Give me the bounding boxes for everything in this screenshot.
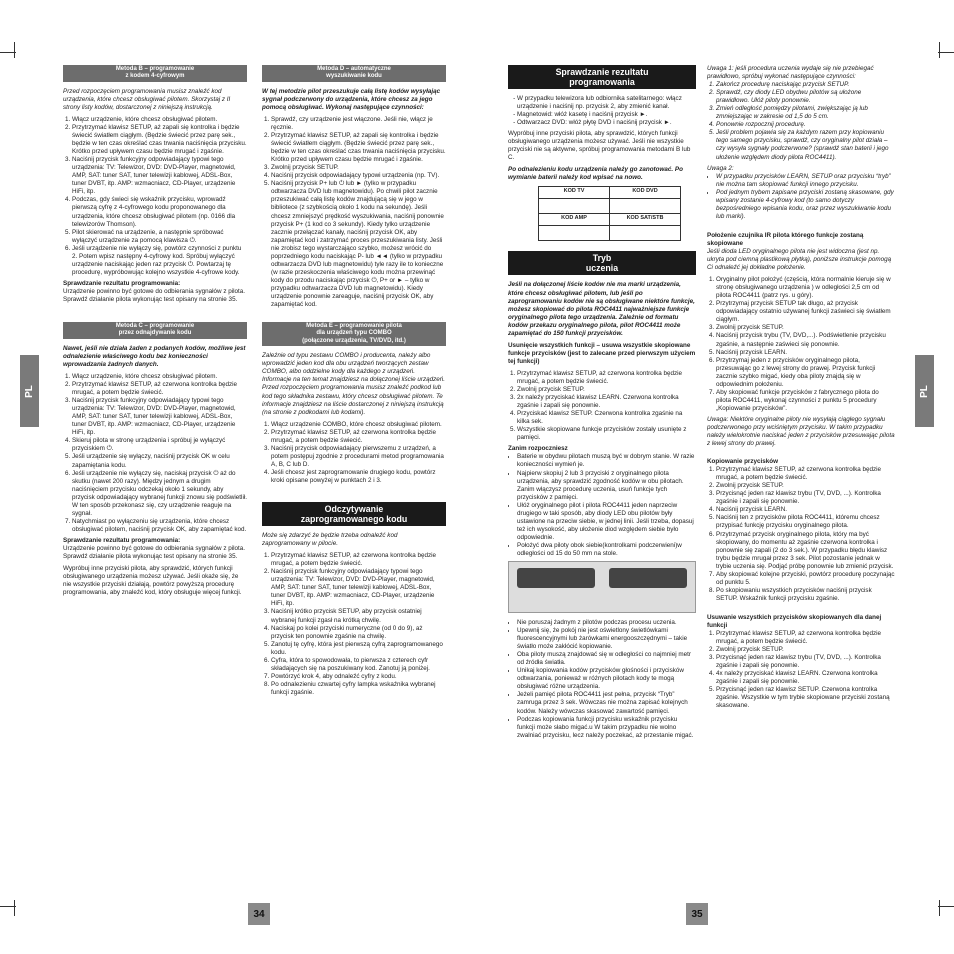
paragraph: Wypróbuj inne przyciski pilota, aby sprawdzić, których funkcji obsługiwanego urządzenia możesz używać. Jeśli okaże się, że nie wszystkie przyciski działają, powtórz powyższą procedurę programowania, aby znaleźć kod, który obsługuje więcej funkcji. xyxy=(63,565,242,597)
subheading: Sprawdzanie rezultatu programowania: xyxy=(63,279,181,287)
list-item: 2. Zwolnij przycisk SETUP. xyxy=(716,482,895,490)
subheading: Sprawdzanie rezultatu programowania: xyxy=(63,536,181,544)
list-item: - Odtwarzacz DVD: włóż płytę DVD i naciśnij przycisk ►. xyxy=(517,119,696,127)
code-tv-label: KOD TV xyxy=(539,187,610,199)
list-item: 2. Zwolnij przycisk SETUP. xyxy=(716,646,895,654)
list-item: 2. Przytrzymać klawisz SETUP, aż zapali się kontrolka i będzie świecić światłem ciągłym. (Będzie świecić przez parę sek., będzie w ten czas określać czas trwania naciśnięcia przycisku. Krótko przed upływem czasu będzie mrugać i zgaśnie. xyxy=(72,124,247,156)
remote-icon xyxy=(517,568,595,588)
before-start-bullets xyxy=(508,453,696,558)
list-item: 2. Sprawdź, czy diody LED obydwu pilotów są ułożone prawidłowo. Ułóż piloty ponownie. xyxy=(716,89,895,105)
list-item: 5. Naciśnij ten z przycisków pilota ROC4411, któremu chcesz przypisać funkcję przycisku oryginalnego pilota. xyxy=(716,514,895,530)
list-item: 4. Naciskaj po kolei przyciski numeryczne (od 0 do 9), aż przycisk ten ponownie zgaśnie na chwilę. xyxy=(271,625,446,641)
list-item: 2. Naciśnij przycisk funkcyjny odpowiadający typowi tego urządzenia: TV: Telewizor, DVD: DVD-Player, magnetowid, AMP, SAT: tuner SAT, tuner telewizji kablowej, ADSL-Box, tuner DVBT, itp. AMP: wzmacniacz, CD-Player, urządzenie HiFi, itp. xyxy=(271,568,446,608)
paragraph: Wypróbuj inne przyciski pilota, aby sprawdzić, których funkcji obsługiwanego urządzenia możesz używać. Jeśli nie wszystkie przyciski nie są aktywne, spróbuj programowania metodami B lub C. xyxy=(508,130,691,162)
intro-paragraph: W tej metodzie pilot przeszukuje całą listę kodów wysyłając sygnał podczerwony do urządzenia, które chcesz za jego pomocą obsługiwać. Wykonaj następujące czynności: xyxy=(262,87,441,111)
list-item: 3. Zwolnij przycisk SETUP. xyxy=(271,164,446,172)
list-item: 7. Natychmiast po wyłączeniu się urządzenia, które chcesz obsługiwać pilotem, naciśnij przycisk OK, aby zapamiętać kod. xyxy=(72,518,247,534)
code-tv-cell xyxy=(539,199,610,214)
list-item: 5. Pilot skierować na urządzenie, a następnie spróbować wyłączyć urządzenie za pomocą klawisza ⏻. xyxy=(72,229,247,245)
list-item: 2. Przytrzymać klawisz SETUP, aż czerwona kontrolka będzie mrugać, a potem będzie świecić. xyxy=(271,429,446,445)
list-item: 1. Zakończ procedurę naciskając przycisk SETUP. xyxy=(716,81,895,89)
list-item: 6. Cyfra, która to spowodowała, to pierwsza z czterech cyfr składających się na poszukiwany kod. Zanotuj ją poniżej. xyxy=(271,657,446,673)
list-item: 8. Po skopiowaniu wszystkich przycisków naciśnij przycisk SETUP. Wskaźnik funkcji przycisku zgaśnie. xyxy=(716,587,895,603)
list-item: 6. Przytrzymać przycisk oryginalnego pilota, który ma być skopiowany, do momentu aż zgaśnie czerwona kontrolka i ponownie się zapali (2 do 3 sek.). W przypadku błędu klawisz trybu będzie mrugał przez 3 sek. Pilot pozostanie jednak w trybie uczenia się. Podjąć próbę ponownie lub zmienić przycisk. xyxy=(716,531,895,571)
subheading: Położenie czujnika IR pilota którego funkcje zostaną skopiowane xyxy=(707,231,864,247)
note-2-items xyxy=(707,173,895,221)
list-item: • Najpierw skopiuj 2 lub 3 przyciski z oryginalnego pilota urządzenia, aby sprawdzić zgodność kodów w obu pilotach. Zanim włączysz procedurę uczenia, usuń funkcje tych przycisków z pamięci. xyxy=(517,470,696,502)
crop-mark xyxy=(939,900,940,916)
list-item: 5. Jeśli urządzenie się wyłączy, naciśnij przycisk OK w celu zapamiętania kodu. xyxy=(72,453,247,469)
list-item: 2. Zwolnij przycisk SETUP. xyxy=(517,386,696,394)
paragraph: Uwaga: Niektóre oryginalne piloty nie wysyłają ciągłego sygnału podczerwonego przy wciśniętym przycisku. W takim przypadku należy wielokrotnie naciskać jeden z przycisków przesuwając pilota z lewej strony do prawej. xyxy=(707,415,895,448)
list-item: 4. Ponownie rozpocznij procedurę. xyxy=(716,121,895,129)
list-item: 5. Wszystkie skopiowane funkcje przycisków zostały usunięte z pamięci. xyxy=(517,426,696,442)
list-item: 1. Oryginalny pilot położyć (częścią, która normalnie kieruje się w stronę obsługiwanego urządzenia ) w odległości 2,5 cm od pilota ROC4411 (patrz rys. u góry). xyxy=(716,276,895,300)
method-d-steps xyxy=(262,116,446,309)
list-item: 4. Naciśnij przycisk odpowiadający typowi urządzenia (np. TV). xyxy=(271,172,446,180)
ir-position-steps xyxy=(707,276,895,413)
crop-mark xyxy=(14,42,15,58)
subheading: Zanim rozpoczniesz xyxy=(508,445,568,453)
code-table xyxy=(538,186,681,241)
crop-mark xyxy=(14,900,15,916)
column-4 xyxy=(707,65,895,895)
list-item: 6. Jeśli urządzenie nie wyłączy się, powtórz czynności z punktu 2. Potem wpisz następny 4-cyfrowy kod. Spróbuj wyłączyć urządzenie naciskając jeden raz przycisk ⏻. Powtarzaj tę procedurę, wypróbowując kolejno wszystkie 4-cyfrowe kody. xyxy=(72,245,247,277)
subheading: Kopiowanie przycisków xyxy=(707,458,779,466)
list-item: 5. Zanotuj tę cyfrę, która jest pierwszą cyfrą zaprogramowanego kodu. xyxy=(271,641,446,657)
paragraph: Jeśli na dołączonej liście kodów nie ma marki urządzenia, które chcesz obsługiwać pilotem, lub jeśli po zaprogramowaniu kodów nie są obsługiwane niektóre funkcje, możesz skopiować do pilota ROC4411 najważniejsze funkcje oryginalnego pilota tego urządzenia. Zależnie od formatu kodów przekazu oryginalnego pilota, pilot ROC4411 może zapamiętać do 150 funkcji przycisków. xyxy=(508,281,695,337)
list-item: 3. Przycisnąć jeden raz klawisz trybu (TV, DVD, ...). Kontrolka zgaśnie i zapali się ponownie. xyxy=(716,490,895,506)
list-item: 1. Włącz urządzenie, które chcesz obsługiwać pilotem. xyxy=(72,116,247,124)
note-1-steps xyxy=(707,81,895,161)
language-tab-left: PL xyxy=(20,355,39,427)
remote-icon xyxy=(609,568,687,588)
list-item: - Magnetowid: włóż kasetę i naciśnij przycisk ►. xyxy=(517,111,696,119)
column-3 xyxy=(508,65,696,895)
method-c-steps xyxy=(63,373,247,534)
list-item: 4. Podczas, gdy świeci się wskaźnik przycisku, wprowadź pierwszą cyfrę z 4-cyfrowego kodu proponowanego dla urządzenia, które chcesz obsługiwać pilotem (np. 0166 dla telewizorów Thomson). xyxy=(72,196,247,228)
section-heading-method-c: Metoda C – programowanie przez odnajdywanie kodu xyxy=(63,322,247,339)
code-amp-label: KOD AMP xyxy=(539,214,610,226)
check-bullets xyxy=(508,95,696,127)
list-item: 3. Naciśnij krótko przycisk SETUP, aby przycisk ostatniej wybranej funkcji zgasł na krótką chwilę. xyxy=(271,608,446,624)
section-heading-learning-mode: Tryb uczenia xyxy=(508,251,696,275)
read-code-steps xyxy=(262,552,446,697)
section-heading-method-b: Metoda B – programowanie z kodem 4-cyfrowym xyxy=(63,65,247,82)
list-item: • Podczas kopiowania funkcji przycisku wskaźnik przycisku funkcji może słabo migać.u W takim przypadku nie wolno zwalniać przycisku, lecz należy poczekać, aż przestanie migać. xyxy=(517,716,696,740)
list-item: 2. Przytrzymać klawisz SETUP, aż zapali się kontrolka i będzie świecić światłem ciągłym. (Będzie świecić przez parę sek., będzie w ten czas określać czas trwania naciśnięcia przycisku. Krótko przed upływem czasu będzie mrugać i zgaśnie. xyxy=(271,132,446,164)
intro-paragraph: Może się zdarzyć że będzie trzeba odnaleźć kod zaprogramowany w pilocie. xyxy=(262,532,398,548)
list-item: 1. Przytrzymać klawisz SETUP, aż czerwona kontrolka będzie mrugać, a potem będzie świecić. xyxy=(517,370,696,386)
section-heading-check-result: Sprawdzanie rezultatu programowania xyxy=(508,65,696,89)
section-heading-method-d: Metoda D – automatyczne wyszukiwanie kodu xyxy=(262,65,446,82)
crop-mark xyxy=(0,906,16,907)
column-1 xyxy=(63,65,247,825)
subheading: Usuwanie wszystkich przycisków skopiowanych dla danej funkcji xyxy=(707,613,882,629)
list-item: 3. Zwolnij przycisk SETUP. xyxy=(716,324,895,332)
intro-paragraph: Nawet, jeśli nie działa żaden z podanych kodów, możliwe jest odnalezienie właściwego kodu bez konieczności wprowadzania żadnych danych. xyxy=(63,344,246,368)
list-item: • Baterie w obydwu pilotach muszą być w dobrym stanie. W razie konieczności wymień je. xyxy=(517,453,696,469)
section-heading-method-e: Metoda E – programowanie pilota dla urządzeń typu COMBO (połączone urządzenia, TV/DVD, itd.) xyxy=(262,322,446,346)
list-item: • Jeżeli pamięć pilota ROC4411 jest pełna, przycisk “Tryb” zamruga przez 3 sek. Wówczas nie można zapisać kolejnych kodów. Należy wówczas skasować zawartość pamięci. xyxy=(517,691,696,715)
note-1: Uwaga 1: jeśli procedura uczenia wydaje się nie przebiegać prawidłowo, spróbuj wykonać następujące czynności: xyxy=(707,65,874,81)
list-item: 3. Naciśnij przycisk odpowiadający pierwszemu z urządzeń, a potem postępuj zgodnie z procedurami metod programowania A, B, C lub D. xyxy=(271,445,446,469)
section-heading-read-code: Odczytywanie zaprogramowanego kodu xyxy=(262,502,446,526)
list-item: • Nie poruszaj żadnym z pilotów podczas procesu uczenia. xyxy=(517,619,696,627)
list-item: 3. Naciśnij przycisk funkcyjny odpowiadający typowi tego urządzenia: TV: Telewizor, DVD: DVD-Player, magnetowid, AMP, SAT: tuner SAT, tuner telewizji kablowej, ADSL-Box, tuner DVBT, itp. AMP: wzmacniacz, CD-Player, urządzenie HiFi, itp. xyxy=(72,397,247,437)
code-dvd-label: KOD DVD xyxy=(610,187,681,199)
intro-paragraph: Zależnie od typu zestawu COMBO i producenta, należy albo wprowadzić jeden kod dla obu urządzeń tworzących zestaw COMBO, albo oddzielne kody dla każdego z urządzeń. Informacje na ten temat znajdziesz na dołączonej liście urządzeń. Przed rozpoczęciem programowania musisz znaleźć podkod lub kod tego składnika zestawu, który chcesz obsługiwać pilotem. Te informacje znajdziesz na liście dostarczonej z niniejszą instrukcją (na stronie z podkodami lub kodami). xyxy=(262,352,446,416)
list-item: 3. Zmień odległość pomiędzy pilotami, zwiększając ją lub zmniejszając w zakresie od 1,5 do 5 cm. xyxy=(716,105,895,121)
list-item: 1. Przytrzymać klawisz SETUP, aż czerwona kontrolka będzie mrugać, a potem będzie świecić. xyxy=(271,552,446,568)
page-number-right: 35 xyxy=(686,903,708,925)
list-item: 4. 4x należy przyciskać klawisz LEARN. Czerwona kontrolka zgaśnie i zapali się ponownie. xyxy=(716,670,895,686)
language-tab-right: PL xyxy=(915,355,934,427)
list-item: 4. Przyciskać klawisz SETUP. Czerwona kontrolka zgaśnie na kilka sek. xyxy=(517,410,696,426)
method-b-steps xyxy=(63,116,247,277)
list-item: - W przypadku telewizora lub odbiornika satelitarnego: włącz urządzenie i naciśnij np. przycisk 2, aby zmienić kanał. xyxy=(517,95,696,111)
code-dvd-cell xyxy=(610,199,681,214)
list-item: • Ułóż oryginalnego pilot i pilota ROC4411 jeden naprzeciw drugiego w taki sposób, aby diody LED obu pilotów były ustawione na przeciw siebie, w jednej linii. Jeśli trzeba, dopasuj też ich wysokość, aby ułożenie diod względem siebie było odpowiednie. xyxy=(517,502,696,542)
crop-mark xyxy=(938,906,954,907)
list-item: • Unikaj kopiowania kodów przycisków głośności i przycisków odtwarzania, ponieważ w różnych pilotach kody te mogą obsługiwać różne urządzenia. xyxy=(517,667,696,691)
list-item: 3. Naciśnij przycisk funkcyjny odpowiadający typowi tego urządzenia: TV: Telewizor, DVD: DVD-Player, magnetowid, AMP, SAT: tuner SAT, tuner telewizji kablowej, ADSL-Box, tuner DVBT, itp. AMP: wzmacniacz, CD-Player, urządzenie HiFi, itp. xyxy=(72,156,247,196)
note-2: Uwaga 2: xyxy=(707,164,734,172)
paragraph: Urządzenie powinno być gotowe do odbierania sygnałów z pilota. Sprawdź działanie pilota wykonując test opisany na stronie 35. xyxy=(63,287,246,303)
list-item: 5. Naciśnij przycisk P+ lub ⏻ lub ► (tylko w przypadku odtwarzacza DVD lub magnetowidu). Po chwili pilot zacznie przeszukiwać całą listę kodów znajdującą się w jego w bibliotece (z szybkością około 1 kodu na sekundę). Jeśli chcesz zmniejszyć prędkość wyszukiwania, naciśnij ponownie przycisk P+ (1 kod co 3 sekundy). Kiedy tylko urządzenie zacznie przełączać kanały, naciśnij przycisk OK, aby zapamiętać kod i zatrzymać proces przeszukiwania listy. Jeśli nie zrobisz tego wystarczająco szybko, możesz wrócić do poprzedniego kodu naciskając P- lub ◄◄ (tylko w przypadku odtwarzacza DVD lub magnetowidu) tyle razy ile to konieczne (w razie przeskoczenia właściwego kodu można przewinąć kody do przodu naciskając przycisk ⏻, P+ or ► – tylko w przypadku odtwarzacza DVD lub magnetowidu). Kiedy urządzenie ponownie zareaguje, naciśnij przycisk OK, aby zapamiętać kod. xyxy=(271,180,446,309)
paragraph: Usunięcie wszystkich funkcji – usuwa wszystkie skopiowane funkcje przycisków (jest to zalecane przed pierwszym użyciem tej funkcji) xyxy=(508,341,696,365)
paragraph: Urządzenie powinno być gotowe do odbierania sygnałów z pilota. Sprawdź działanie pilota wykonując test opisany na stronie 35. xyxy=(63,544,246,561)
list-item: 1. Przytrzymać klawisz SETUP, aż czerwona kontrolka będzie mrugać, a potem będzie świecić. xyxy=(716,630,895,646)
list-item: 3. Przycisnąć jeden raz klawisz trybu (TV, DVD, ...). Kontrolka zgaśnie i zapali się ponownie. xyxy=(716,654,895,670)
list-item: • Upewnij się, że pokój nie jest oświetlony świetlówkami fluorescencyjnymi lub żarówkami energooszczędnymi – takie światło może zakłócić kopiowanie. xyxy=(517,627,696,651)
list-item: 1. Włącz urządzenie COMBO, które chcesz obsługiwać pilotem. xyxy=(271,421,446,429)
list-item: 7. Powtórzyć krok 4, aby odnaleźć cyfry z kodu. xyxy=(271,673,446,681)
list-item: 1. Przytrzymać klawisz SETUP, aż czerwona kontrolka będzie mrugać, a potem będzie świecić. xyxy=(716,466,895,482)
copy-steps xyxy=(707,466,895,603)
list-item: 4. Skieruj pilota w stronę urządzenia i spróbuj je wyłączyć przyciskiem ⏻. xyxy=(72,437,247,453)
list-item: 3. 2x naleźy przyciskać klawisz LEARN. Czerwona kontrolka zgaśnie i zapali się ponownie. xyxy=(517,394,696,410)
crop-mark xyxy=(939,42,940,58)
note-paragraph: Po odnalezieniu kodu urządzenia należy go zanotować. Po wymianie baterii należy kod wpisać na nowo. xyxy=(508,166,683,182)
list-item: 8. Po odnalezieniu czwartej cyfry lampka wskaźnika wybranej funkcji zgaśnie. xyxy=(271,681,446,697)
list-item: • Położyć dwa piloty obok siebie(kontrolkami podczerwieni)w odległości od 15 do 50 mm na stole. xyxy=(517,542,696,558)
list-item: • Pod jednym trybem zapisane przyciski zostaną skasowane, gdy wpisany zostanie 4-cyfrowy kod (to samo dotyczy bezpośredniego wpisania kodu, oraz przez wyszukiwanie kodu lub marki). xyxy=(716,189,895,221)
list-item: 4. Naciśnij przycisk trybu (TV, DVD,...). Podświetlenie przycisku zgaśnie, a następnie zaświeci się ponownie. xyxy=(716,332,895,348)
list-item: 5. Jeśli problem pojawia się za każdym razem przy kopiowaniu tego samego przycisku, sprawdź, czy oryginalny pilot działa – czy wysyła sygnały podczerwone? (sprawdź stan baterii i jego ułożenie względem diody pilota ROC4411). xyxy=(716,129,895,161)
method-e-steps xyxy=(262,421,446,485)
list-item: 6. Przytrzymaj jeden z przycisków oryginalnego pilota, przesuwając go z lewej strony do prawej. Przycisk funkcji zacznie szybko migać, kiedy oba piloty znajdą się w odpowiednim położeniu. xyxy=(716,357,895,389)
code-sat-cell xyxy=(610,226,681,241)
list-item: • Oba piloty muszą znajdować się w odległości co najmniej metr od źródła światła. xyxy=(517,651,696,667)
list-item: 5. Przycisnąć jeden raz klawisz SETUP. Czerwona kontrolka zgaśnie. Wszystkie w tym trybie skopiowane przyciski zostaną skasowane. xyxy=(716,686,895,710)
list-item: 1. Sprawdź, czy urządzenie jest włączone. Jeśli nie, włącz je ręcznie. xyxy=(271,116,446,132)
code-amp-cell xyxy=(539,226,610,241)
learning-tips-bullets xyxy=(508,619,696,740)
list-item: • W przypadku przycisków LEARN, SETUP oraz przycisku “tryb” nie można tam skopiować funkcji innego przycisku. xyxy=(716,173,895,189)
remotes-illustration xyxy=(508,561,696,613)
list-item: 2. Przytrzymaj przycisk SETUP tak długo, aż przycisk odpowiadający ostatnio używanej funkcji zaświeci się światłem ciągłym. xyxy=(716,300,895,324)
column-2 xyxy=(262,65,446,895)
code-sat-label: KOD SAT/STB xyxy=(610,214,681,226)
crop-mark xyxy=(938,52,954,53)
list-item: 2. Przytrzymać klawisz SETUP, aż czerwona kontrolka będzie mrugać, a potem będzie świecić. xyxy=(72,381,247,397)
delete-all-steps xyxy=(508,370,696,442)
list-item: 6. Jeśli urządzenie nie wyłączy się, naciskaj przycisk ⏻ aż do skutku (nawet 200 razy). Między jednym a drugim naciśnięciem przycisku odczekaj około 1 sekundy, aby przycisk odpowiadający wybranej funkcji znowu się podświetlił. W ten sposób przekonasz się, czy urządzenie reaguje na sygnał. xyxy=(72,470,247,518)
paragraph: Jeśli dioda LED oryginalnego pilota nie jest widoczna (jest np. ukryta pod ciemną plastikową płytką), poniższe instrukcje pomogą Ci odnaleźć jej dokładne położenie. xyxy=(707,247,892,272)
list-item: 7. Aby skopiować kolejne przyciski, powtórz procedurę poczynając od punktu 5. xyxy=(716,571,895,587)
list-item: 4. Naciśnij przycisk LEARN. xyxy=(716,506,895,514)
list-item: 5. Naciśnij przycisk LEARN. xyxy=(716,349,895,357)
crop-mark xyxy=(0,52,16,53)
page-number-left: 34 xyxy=(248,903,270,925)
list-item: 1. Włącz urządzenie, które chcesz obsługiwać pilotem. xyxy=(72,373,247,381)
list-item: 7. Aby skopiować funkcje przycisków z fabrycznego pilota do pilota ROC4411, wykonaj czynności z punktu 5 procedury „Kopiowanie przycisków”. xyxy=(716,389,895,413)
delete-mode-steps xyxy=(707,630,895,710)
list-item: 4. Jeśli chcesz jest zaprogramowanie drugiego kodu, powtórz kroki opisane powyżej w punktach 2 i 3. xyxy=(271,469,446,485)
intro-paragraph: Przed rozpoczęciem programowania musisz znaleźć kod urządzenia, które chcesz obsługiwać pilotem. Skorzystaj z II strony listy kodów, dostarczonej z niniejszą instrukcją. xyxy=(63,87,231,111)
